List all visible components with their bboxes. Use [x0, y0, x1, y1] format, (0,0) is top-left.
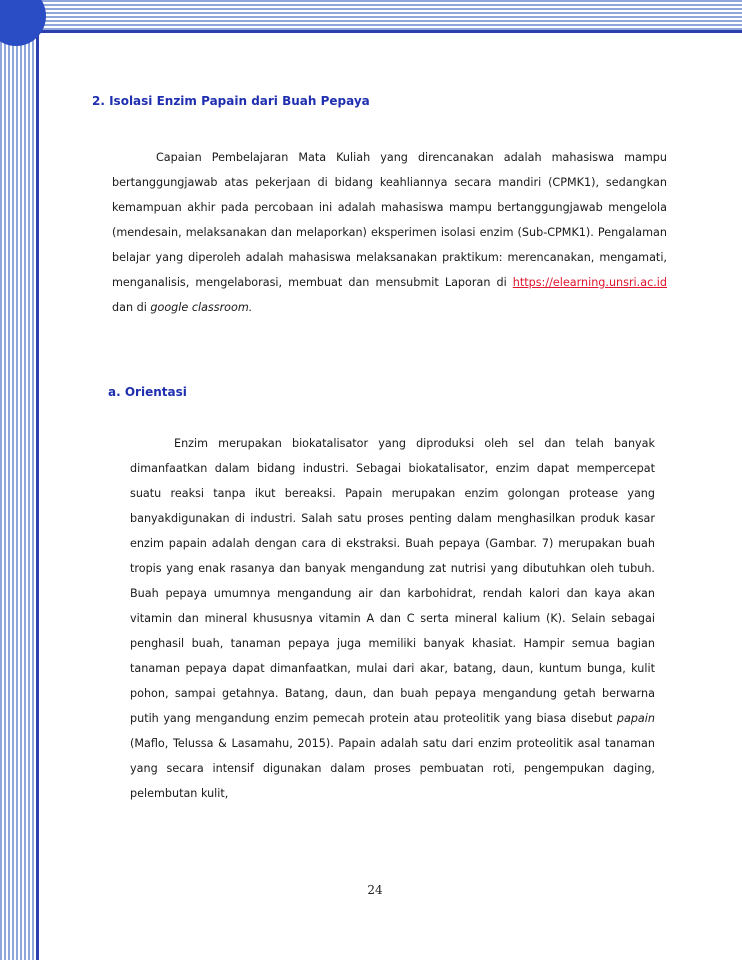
left-border-decoration — [0, 0, 36, 960]
top-border-decoration — [30, 0, 742, 30]
paragraph-capaian-connector: dan di — [112, 301, 151, 314]
paragraph-capaian — [112, 145, 667, 320]
elearning-link[interactable]: https://elearning.unsri.ac.id — [512, 276, 667, 289]
left-border-line — [36, 0, 39, 960]
paragraph-orientasi-part1: Enzim merupakan biokatalisator yang diproduksi oleh sel dan telah banyak dimanfaatkan dalam bidang industri. Sebagai biokatalisator, enzim dapat mempercepat suatu reaksi tanpa ikut bereaksi. Papain merupakan enzim golongan protease yang banyakdigunakan di industri. Salah satu proses penting dalam menghasilkan produk kasar enzim papain adalah dengan cara di ekstraksi. Buah pepaya (Gambar. 7) merupakan buah tropis yang enak rasanya dan banyak mengandung zat nutrisi yang dibutuhkan oleh tubuh. Buah pepaya umumnya mengandung air dan karbohidrat, rendah kalori dan kaya akan vitamin dan mineral khususnya vitamin A dan C serta mineral kalium (K). Selain sebagai penghasil buah, tanaman pepaya juga memiliki banyak khasiat. Hampir semua bagian tanaman pepaya dapat dimanfaatkan, mulai dari akar, batang, daun, kuntum bunga, kulit pohon, sampai getahnya. Batang, daun, dan buah pepaya mengandung getah berwarna putih yang mengandung enzim pemecah protein atau proteolitik yang biasa disebut — [130, 437, 655, 725]
papain-term: papain — [616, 712, 655, 725]
google-classroom-text: google classroom. — [150, 301, 253, 314]
page-number: 24 — [367, 883, 383, 897]
corner-circle-decoration — [0, 0, 46, 46]
paragraph-orientasi — [130, 431, 655, 806]
subsection-heading-orientasi: a. Orientasi — [108, 385, 187, 399]
paragraph-orientasi-part2: (Maflo, Telussa & Lasamahu, 2015). Papain adalah satu dari enzim proteolitik asal tanaman yang secara intensif digunakan dalam proses pembuatan roti, pengempukan daging, pelembutan kulit, — [130, 737, 655, 800]
top-border-line — [30, 30, 742, 33]
paragraph-capaian-text: Capaian Pembelajaran Mata Kuliah yang direncanakan adalah mahasiswa mampu bertanggungjawab atas pekerjaan di bidang keahliannya secara mandiri (CPMK1), sedangkan kemampuan akhir pada percobaan ini adalah mahasiswa mampu bertanggungjawab mengelola (mendesain, melaksanakan dan melaporkan) eksperimen isolasi enzim (Sub-CPMK1). Pengalaman belajar yang diperoleh adalah mahasiswa melaksanakan praktikum: merencanakan, mengamati, menganalisis, mengelaborasi, membuat dan mensubmit Laporan di — [112, 151, 667, 289]
section-heading: 2. Isolasi Enzim Papain dari Buah Pepaya — [92, 94, 370, 108]
